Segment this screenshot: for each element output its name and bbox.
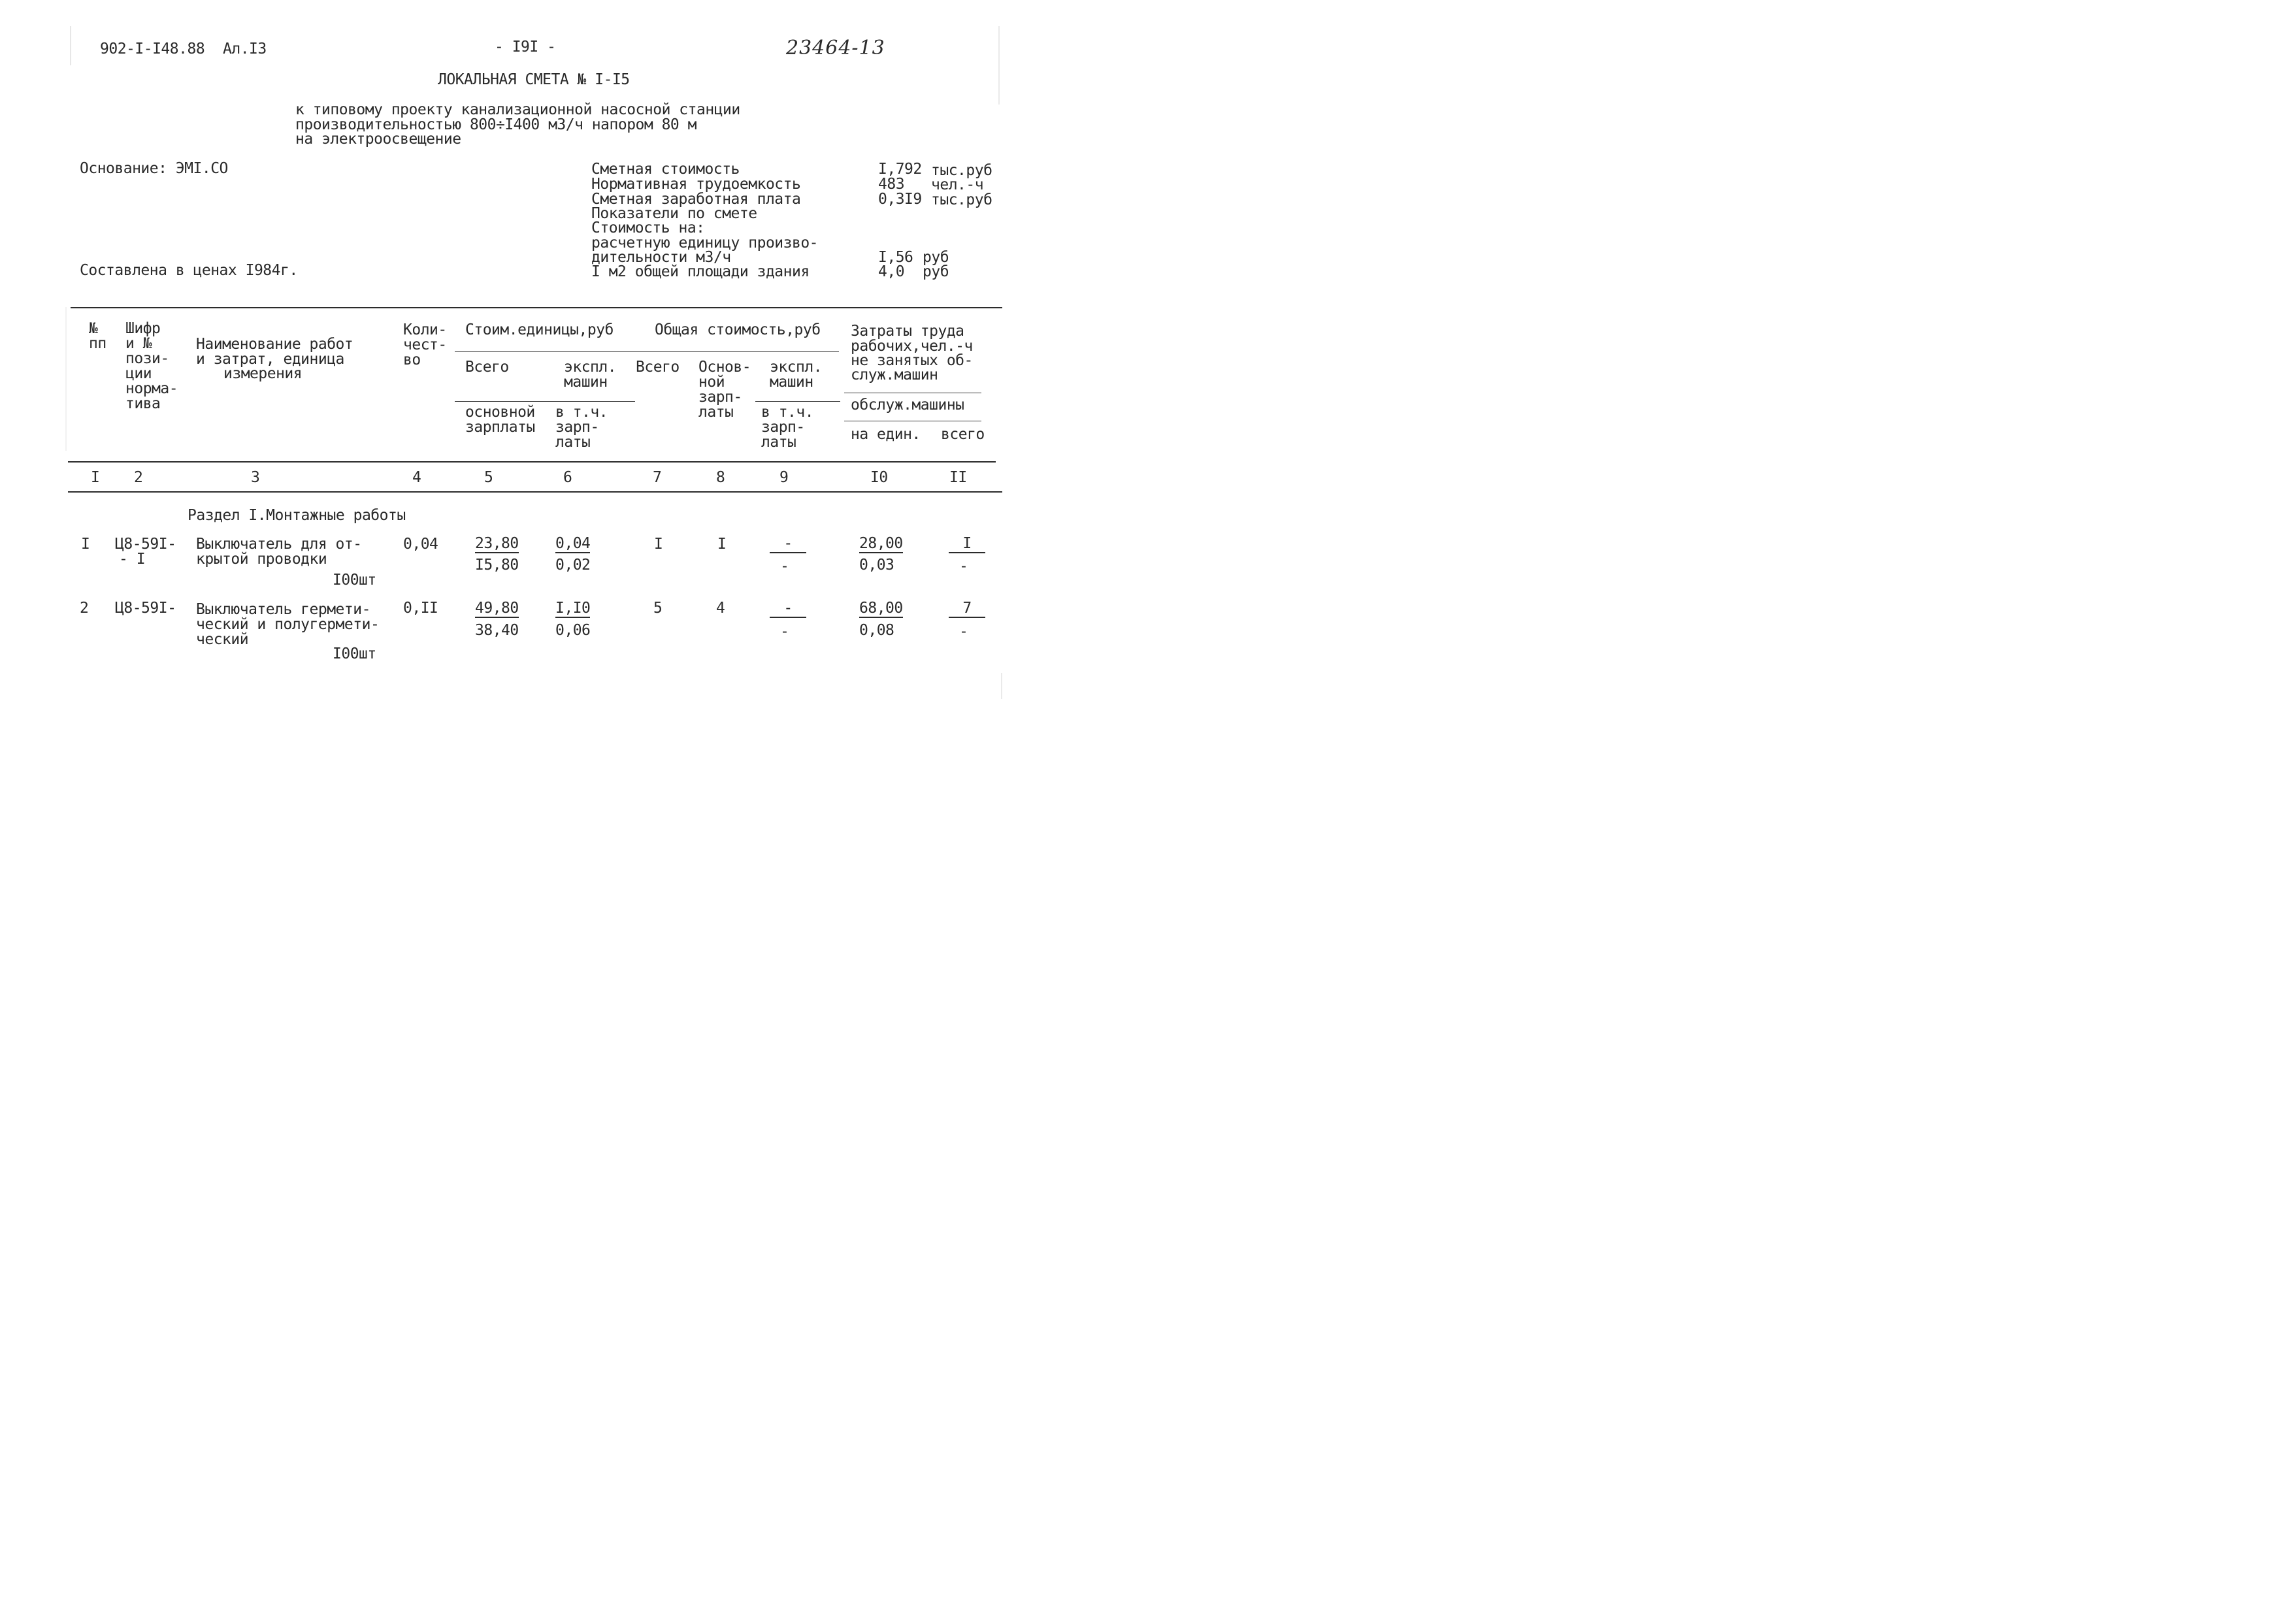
- indicator-value: I,56: [878, 249, 913, 266]
- header-c6-top: машин: [564, 374, 608, 391]
- page-title: ЛОКАЛЬНАЯ СМЕТА № I-I5: [438, 71, 630, 88]
- header-code: норма-: [125, 380, 178, 397]
- column-number: 6: [563, 469, 572, 486]
- row-code: Ц8-59I-: [115, 536, 176, 553]
- header-c11: всего: [941, 426, 985, 443]
- header-c9-top: экспл.: [770, 359, 823, 376]
- header-labor: Затраты труда: [851, 323, 964, 340]
- album-number: Ал.I3: [223, 41, 267, 57]
- row-name: Выключатель гермети-: [196, 601, 370, 618]
- header-c6-top: экспл.: [564, 359, 617, 376]
- header-qty: Коли-: [403, 321, 447, 338]
- header-c9-bottom: зарп-: [761, 419, 805, 436]
- header-name: измерения: [223, 365, 303, 382]
- row-machine-cost: 0,04: [555, 535, 591, 552]
- header-c8: Основ-: [698, 359, 751, 376]
- header-code: тива: [125, 395, 161, 412]
- indicator-unit: руб: [923, 249, 949, 266]
- row-machine-wage: 0,02: [555, 557, 591, 574]
- indicator-value: 483: [878, 176, 905, 193]
- row-labor-total-machine: -: [959, 623, 968, 640]
- header-bottom-rule: [68, 461, 996, 463]
- indicator-label: дительности м3/ч: [591, 249, 731, 266]
- header-c6-bottom: зарп-: [555, 419, 599, 436]
- row-total-machine-wage: -: [780, 623, 789, 640]
- header-c5-top: Всего: [465, 359, 509, 376]
- header-c8: зарп-: [698, 389, 742, 406]
- indicator-unit: руб: [923, 263, 949, 280]
- scan-speck: [65, 307, 67, 451]
- header-code: и №: [125, 335, 152, 352]
- row-labor-total: 7: [949, 601, 985, 618]
- header-code: Шифр: [125, 320, 161, 337]
- row-unit: I00шт: [333, 645, 376, 662]
- indicator-unit: тыс.руб: [931, 162, 992, 179]
- column-number: 5: [484, 469, 493, 486]
- indicator-label: I м2 общей площади здания: [591, 263, 810, 280]
- header-c8: ной: [698, 374, 725, 391]
- row-code: Ц8-59I-: [115, 600, 176, 617]
- subtitle-line-1: к типовому проекту канализационной насосной станции: [295, 101, 740, 118]
- row-unit-cost-total: 49,80: [475, 600, 519, 617]
- row-machine-wage: 0,06: [555, 622, 591, 639]
- header-c9-bottom: в т.ч.: [761, 404, 814, 421]
- row-total-cost: 5: [653, 600, 663, 617]
- row-unit-cost-wage: I5,80: [475, 557, 519, 574]
- header-c7: Всего: [636, 359, 680, 376]
- column-number: 8: [716, 469, 725, 486]
- indicator-label: Нормативная трудоемкость: [591, 176, 801, 193]
- header-rule-c9: [755, 401, 840, 402]
- row-total-wage: I: [717, 536, 727, 553]
- column-number: 2: [134, 469, 143, 486]
- header-qty: чест-: [403, 336, 447, 353]
- column-number: 3: [251, 469, 260, 486]
- header-c6-bottom: латы: [555, 434, 591, 451]
- column-numbers-rule: [68, 491, 1002, 493]
- row-total-machine: -: [770, 536, 806, 553]
- header-labor: рабочих,чел.-ч: [851, 338, 973, 355]
- indicator-label: Стоимость на:: [591, 219, 705, 236]
- row-name: крытой проводки: [196, 551, 327, 568]
- row-labor-unit-machine: 0,03: [859, 557, 894, 574]
- row-labor-unit: 68,00: [859, 600, 903, 617]
- column-number: II: [949, 469, 967, 486]
- indicator-unit: тыс.руб: [931, 191, 992, 208]
- page-number: - I9I -: [495, 39, 556, 56]
- header-num: пп: [89, 335, 107, 352]
- header-c10: на един.: [851, 426, 921, 443]
- subtitle-line-3: на электроосвещение: [295, 131, 461, 148]
- subtitle-line-2: производительностью 800÷I400 м3/ч напором 80 м: [295, 116, 696, 133]
- indicator-label: Показатели по смете: [591, 205, 757, 222]
- indicator-value: I,792: [878, 161, 922, 178]
- row-total-machine-wage: -: [780, 558, 789, 575]
- header-code: ции: [125, 365, 152, 382]
- header-c9-top: машин: [770, 374, 813, 391]
- row-labor-total: I: [949, 536, 985, 553]
- row-number: I: [81, 536, 90, 553]
- header-total-cost: Общая стоимость,руб: [655, 321, 821, 338]
- header-labor: не занятых об-: [851, 352, 973, 369]
- row-labor-unit-machine: 0,08: [859, 622, 894, 639]
- scan-speck: [1001, 673, 1002, 699]
- header-c8: латы: [698, 404, 734, 421]
- header-labor-sub: обслуж.машины: [851, 397, 964, 414]
- column-number: 4: [412, 469, 421, 486]
- header-labor: служ.машин: [851, 366, 938, 383]
- header-c5-bottom: зарплаты: [465, 419, 535, 436]
- row-machine-cost: I,I0: [555, 600, 591, 617]
- row-name: ческий: [196, 631, 249, 648]
- header-rule-unit-cost: [455, 351, 839, 352]
- composed-text: Составлена в ценах I984г.: [80, 262, 298, 279]
- scan-speck: [998, 26, 1000, 105]
- indicator-label: Сметная стоимость: [591, 161, 740, 178]
- indicator-value: 4,0: [878, 263, 905, 280]
- header-unit-cost: Стоим.единицы,руб: [465, 321, 614, 338]
- row-unit-cost-total: 23,80: [475, 535, 519, 552]
- row-name: ческий и полугермети-: [196, 616, 380, 633]
- header-qty: во: [403, 351, 421, 368]
- row-labor-unit: 28,00: [859, 535, 903, 552]
- row-unit-cost-wage: 38,40: [475, 622, 519, 639]
- row-number: 2: [80, 600, 89, 617]
- column-number: I0: [870, 469, 888, 486]
- header-name: Наименование работ: [196, 336, 353, 353]
- indicator-label: расчетную единицу произво-: [591, 235, 819, 252]
- column-number: 7: [653, 469, 662, 486]
- indicator-unit: чел.-ч: [931, 176, 984, 193]
- header-rule-c5-c6: [455, 401, 635, 402]
- table-top-rule: [71, 307, 1002, 308]
- header-c5-bottom: основной: [465, 404, 535, 421]
- row-labor-total-machine: -: [959, 558, 968, 575]
- row-total-wage: 4: [716, 600, 725, 617]
- row-code: - I: [119, 551, 146, 568]
- header-code: пози-: [125, 350, 169, 367]
- column-number: 9: [779, 469, 789, 486]
- header-c6-bottom: в т.ч.: [555, 404, 608, 421]
- column-number: I: [91, 469, 100, 486]
- row-qty: 0,04: [403, 536, 438, 553]
- row-unit: I00шт: [333, 572, 376, 589]
- row-total-machine: -: [770, 601, 806, 618]
- handwritten-number: 23464-13: [786, 37, 885, 59]
- header-num: №: [89, 320, 98, 337]
- header-name: и затрат, единица: [196, 351, 344, 368]
- header-c9-bottom: латы: [761, 434, 796, 451]
- scan-speck: [70, 26, 71, 65]
- basis-text: Основание: ЭМI.СО: [80, 160, 228, 177]
- indicator-label: Сметная заработная плата: [591, 191, 801, 208]
- section-title: Раздел I.Монтажные работы: [188, 507, 406, 524]
- doc-code: 902-I-I48.88: [100, 41, 205, 57]
- indicator-value: 0,3I9: [878, 191, 922, 208]
- row-qty: 0,II: [403, 600, 438, 617]
- row-name: Выключатель для от-: [196, 536, 362, 553]
- row-total-cost: I: [654, 536, 663, 553]
